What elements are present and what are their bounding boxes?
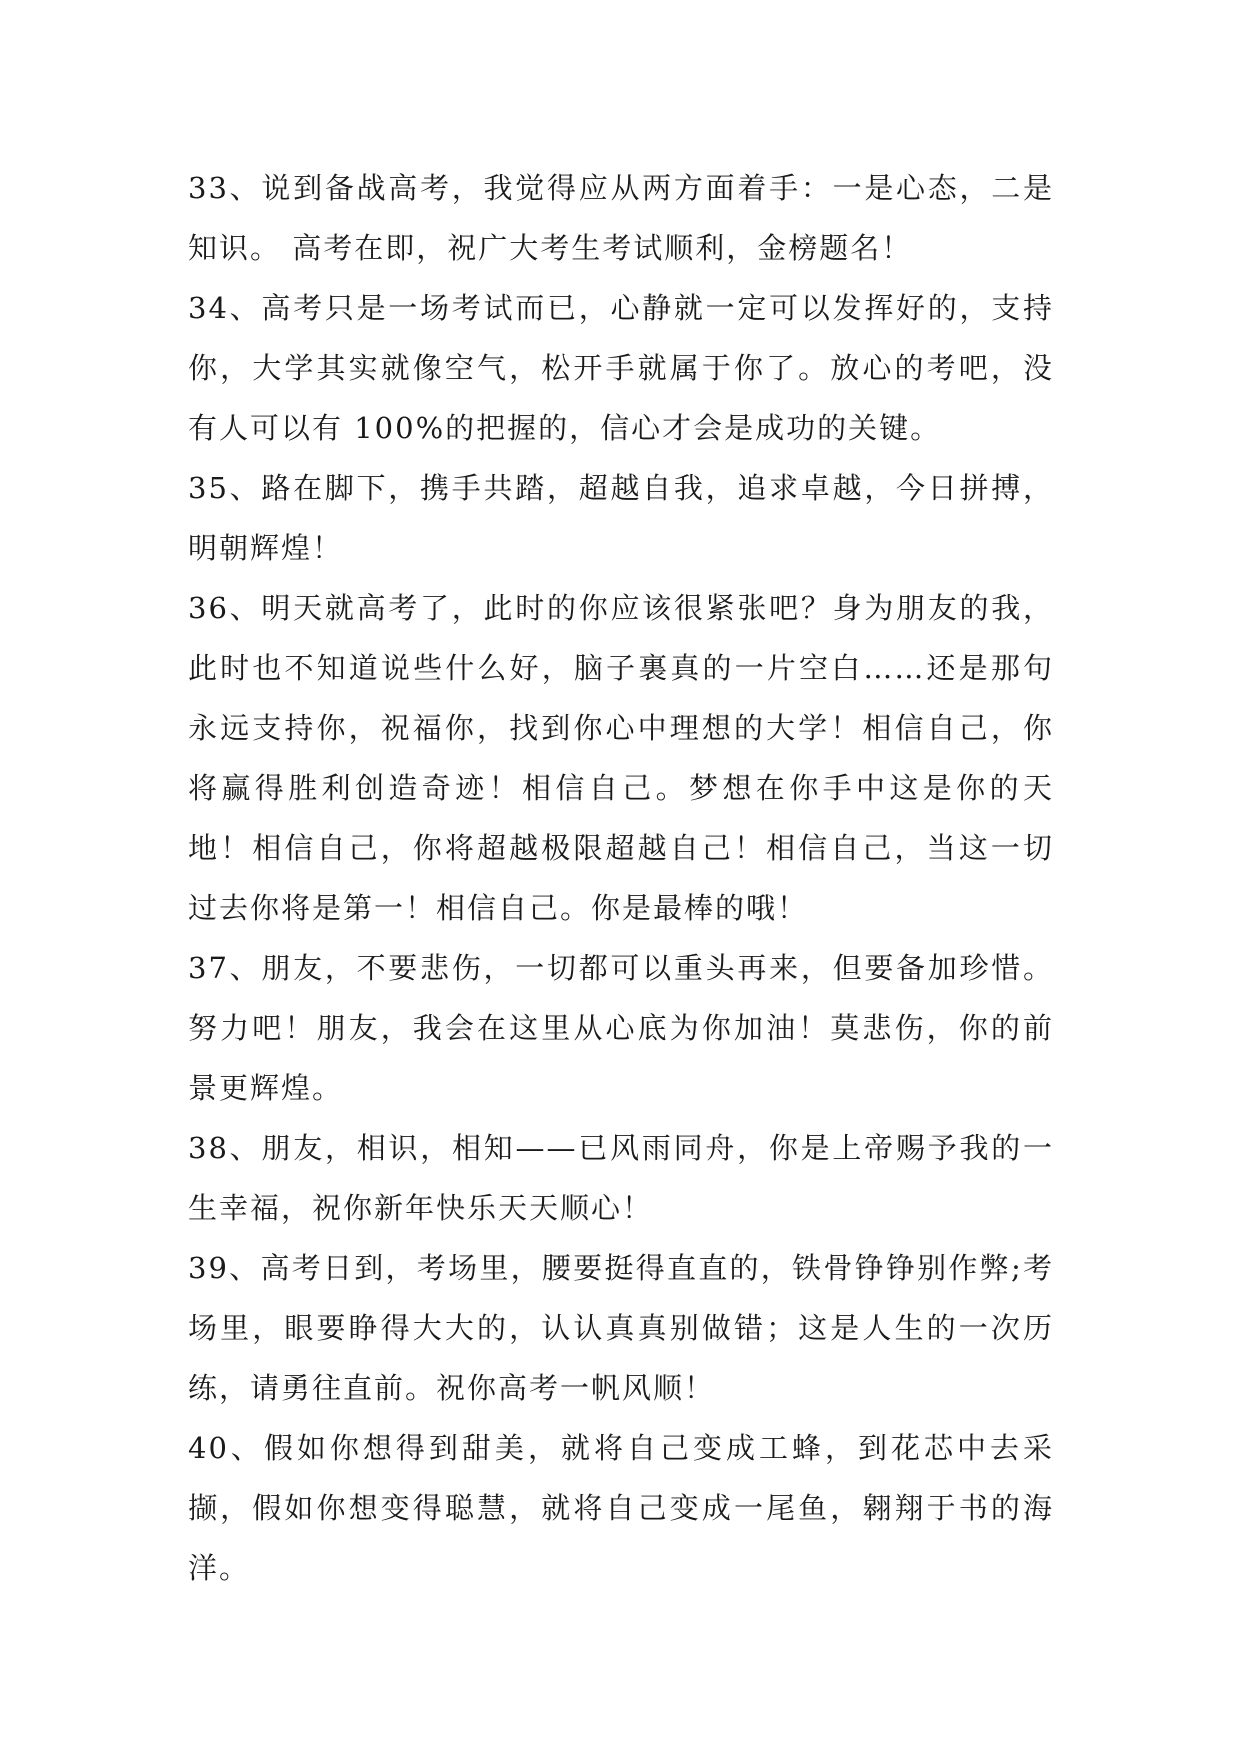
document-body <box>188 158 1054 1598</box>
paragraph-35: 35、路在脚下，携手共踏，超越自我，追求卓越，今日拼搏，明朝辉煌！ <box>188 471 1054 565</box>
paragraph-37: 37、朋友，不要悲伤，一切都可以重头再来，但要备加珍惜。努力吧！朋友，我会在这里从心底为你加油！莫悲伤，你的前景更辉煌。 <box>188 951 1054 1105</box>
paragraph-38: 38、朋友，相识，相知——已风雨同舟，你是上帝赐予我的一生幸福，祝你新年快乐天天顺心！ <box>188 1131 1054 1225</box>
paragraph-33: 33、说到备战高考，我觉得应从两方面着手：一是心态，二是知识。 高考在即，祝广大考生考试顺利，金榜题名！ <box>188 171 1054 265</box>
paragraph-34: 34、高考只是一场考试而已，心静就一定可以发挥好的，支持你，大学其实就像空气，松开手就属于你了。放心的考吧，没有人可以有 100%的把握的，信心才会是成功的关键。 <box>188 291 1054 445</box>
paragraph-39: 39、高考日到，考场里，腰要挺得直直的，铁骨铮铮别作弊;考场里，眼要睁得大大的，认认真真别做错；这是人生的一次历练，请勇往直前。祝你高考一帆风顺！ <box>188 1251 1054 1405</box>
paragraph-36: 36、明天就高考了，此时的你应该很紧张吧？身为朋友的我，此时也不知道说些什么好，脑子裏真的一片空白……还是那句永远支持你，祝福你，找到你心中理想的大学！相信自己，你将赢得胜利创造奇迹！相信自己。梦想在你手中这是你的天地！相信自己，你将超越极限超越自己！相信自己，当这一切过去你将是第一！相信自己。你是最棒的哦！ <box>188 591 1054 925</box>
paragraph-40: 40、假如你想得到甜美，就将自己变成工蜂，到花芯中去采撷，假如你想变得聪慧，就将自己变成一尾鱼，翱翔于书的海洋。 <box>188 1431 1054 1585</box>
